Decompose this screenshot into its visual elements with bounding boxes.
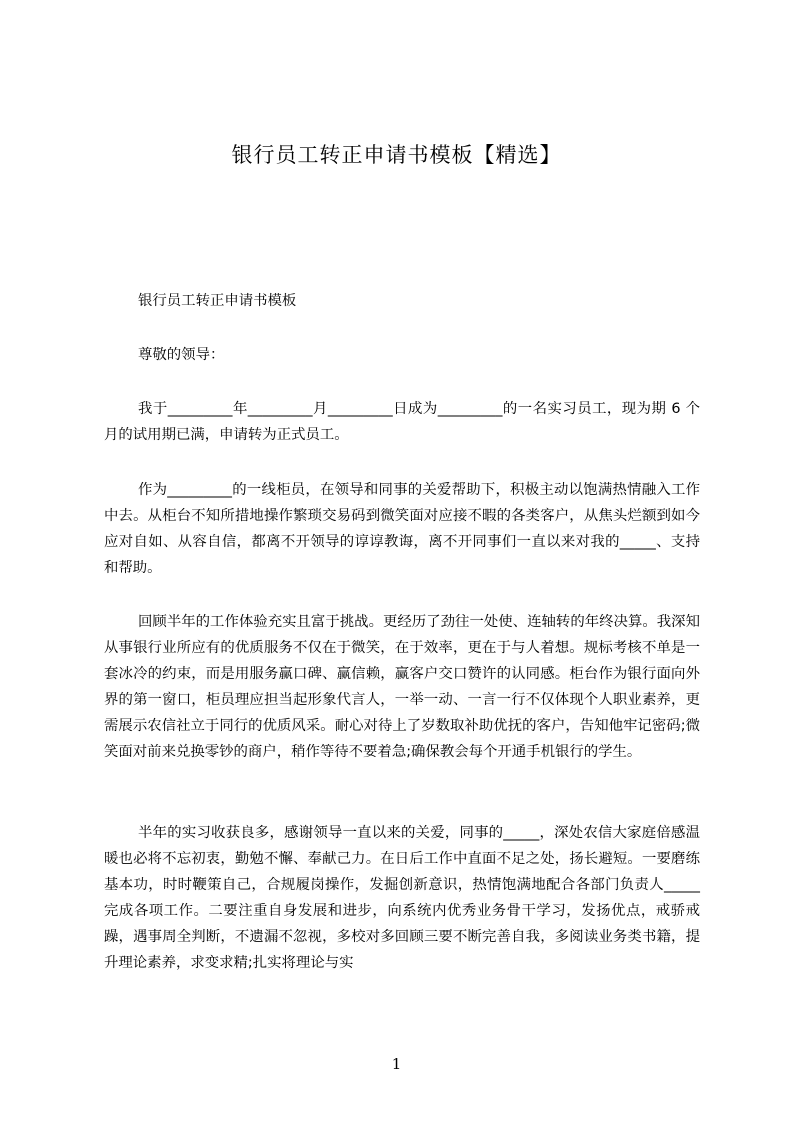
body-paragraph-review: 回顾半年的工作体验充实且富于挑战。更经历了劲往一处使、连轴转的年终决算。我深知从事银行业所应有的优质服务不仅在于微笑，在于效率，更在于与人着想。规标考核不单是一套冰冷的约束，而是用服务赢口碑、赢信赖，赢客户交口赞许的认同感。柜台作为银行面向外界的第一窗口，柜员理应担当起形象代言人，一举一动、一言一行不仅体现个人职业素养，更需展示农信社立于同行的优质风采。耐心对待上了岁数取补助优抚的客户，告知他牢记密码;微笑面对前来兑换零钞的商户，稍作等待不要着急;确保教会每个开通手机银行的学生。 <box>104 614 700 760</box>
page-number: 1 <box>391 1055 402 1073</box>
body-paragraph-plans: 半年的实习收获良多，感谢领导一直以来的关爱，同事的_____，深处农信大家庭倍感温暖也必将不忘初衷，勤勉不懈、奉献己力。在日后工作中直面不足之处，扬长避短。一要磨练基本功，时时鞭策自己，合规履岗操作，发掘创新意识，热情饱满地配合各部门负责人_____完成各项工作。二要注重自身发展和进步，向系统内优秀业务骨干学习，发扬优点，戒骄戒躁，遇事周全判断，不遗漏不忽视，多校对多回顾三要不断完善自我，多阅读业务类书籍，提升理论素养，求变求精;扎实将理论与实 <box>104 825 700 971</box>
salutation-paragraph: 尊敬的领导： <box>138 347 225 363</box>
subtitle-paragraph: 银行员工转正申请书模板 <box>138 293 297 309</box>
document-title: 银行员工转正申请书模板【精选】 <box>231 143 562 167</box>
body-paragraph-role: 作为_________的一线柜员，在领导和同事的关爱帮助下，积极主动以饱满热情融入工作中去。从柜台不知所措地操作繁琐交易码到微笑面对应接不暇的各类客户，从焦头烂额到如今应对自如、从容自信，都离不开领导的谆谆教诲，离不开同事们一直以来对我的_____、支持和帮助。 <box>104 482 700 576</box>
body-paragraph-intro: 我于_________年_________月_________日成为_________的一名实习员工，现为期 6 个月的试用期已满，申请转为正式员工。 <box>104 401 700 443</box>
